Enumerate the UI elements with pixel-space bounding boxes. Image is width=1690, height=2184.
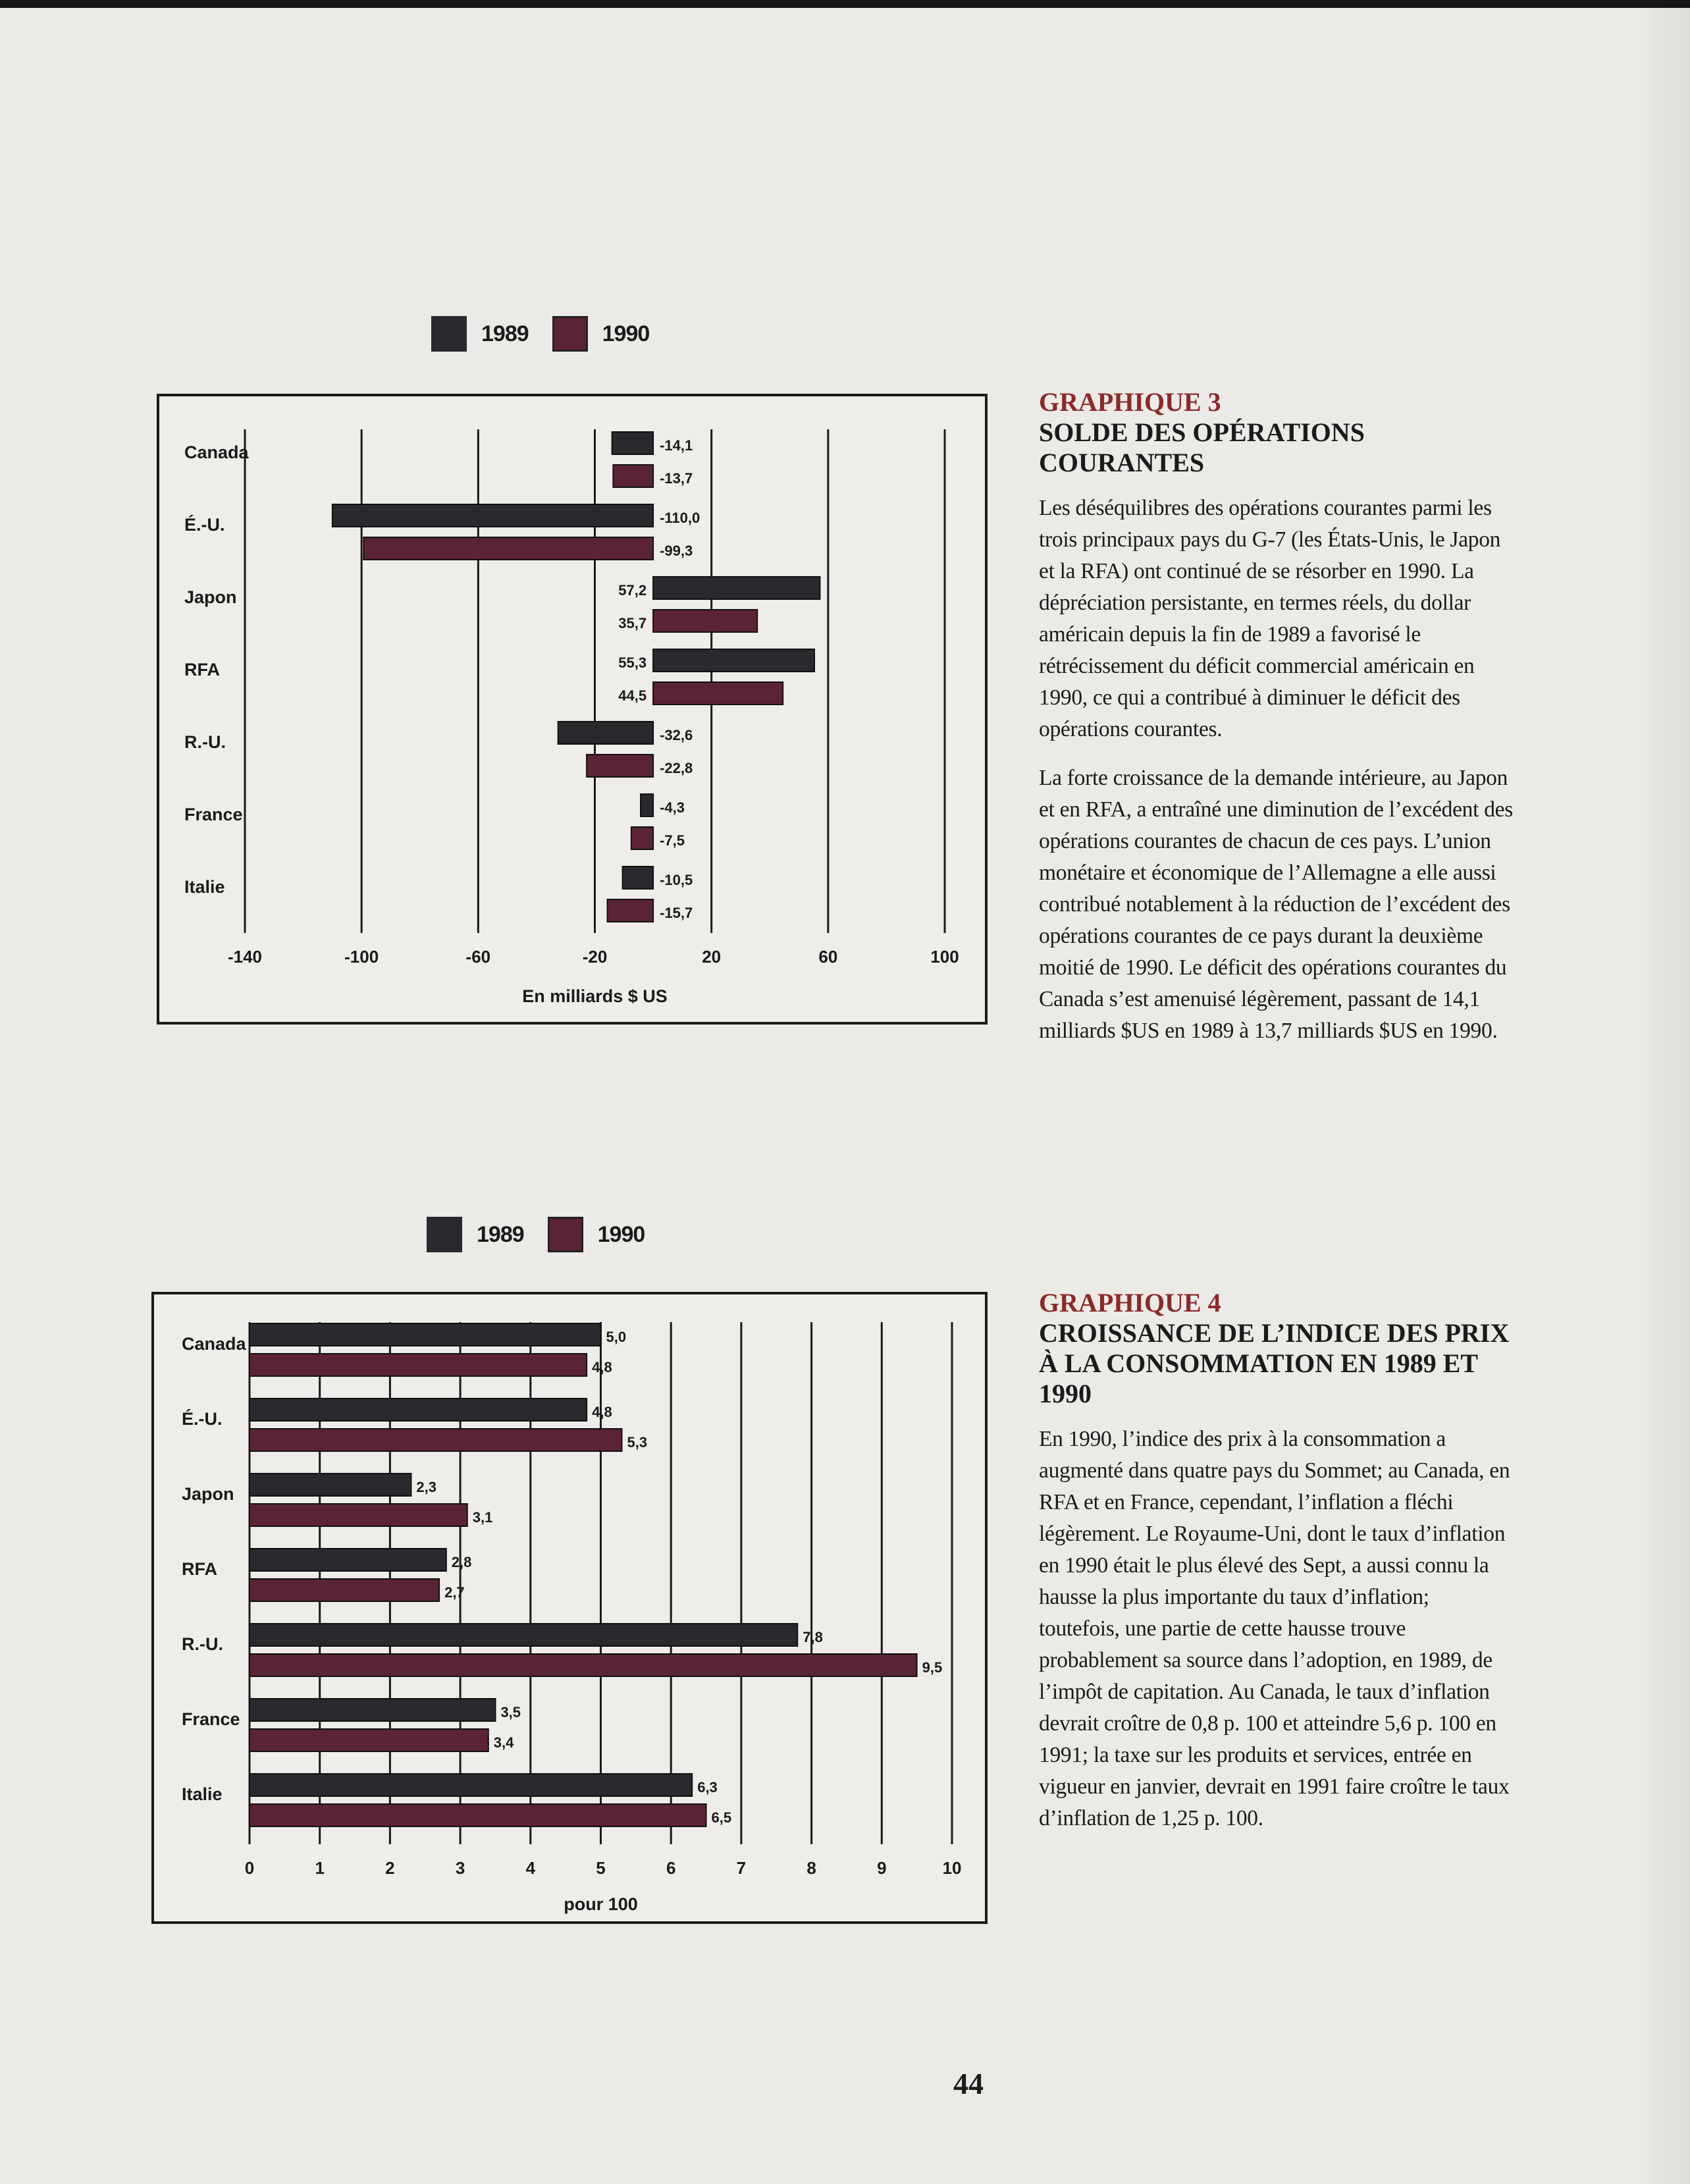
chart-cpi-growth-plot [154, 1294, 990, 1927]
legend-item-1990 [552, 316, 650, 352]
bar-1989 [250, 1323, 601, 1346]
bar-1990 [608, 899, 654, 922]
graph4-text-block [1039, 1288, 1513, 1834]
category-label: Italie [182, 1784, 223, 1804]
legend-swatch-1989 [431, 316, 467, 352]
bar-1989 [250, 1624, 797, 1646]
category-label: Italie [184, 877, 225, 897]
bar-1989 [250, 1549, 446, 1571]
bar-value-label: -13,7 [660, 470, 693, 487]
bar-value-label: 5,0 [606, 1329, 627, 1345]
bar-1989 [641, 794, 653, 816]
bar-1989 [332, 504, 653, 527]
chart4-legend [427, 1217, 668, 1252]
graph4-heading-title: CROISSANCE DE L’INDICE DES PRIX À LA CONSOMMATION EN 1989 ET 1990 [1039, 1318, 1510, 1408]
graph4-heading [1039, 1288, 1513, 1409]
category-label: Canada [184, 442, 249, 462]
x-tick-label: 4 [525, 1858, 536, 1878]
bar-value-label: -10,5 [660, 872, 693, 888]
bar-value-label: 2,7 [444, 1584, 465, 1601]
x-tick-label: 9 [877, 1858, 887, 1878]
bar-1990 [250, 1654, 917, 1676]
category-label: É.-U. [184, 515, 225, 535]
x-tick-label: 0 [244, 1858, 255, 1878]
bar-value-label: 2,3 [416, 1479, 437, 1495]
bar-value-label: 55,3 [618, 654, 647, 671]
x-tick-label: -60 [465, 947, 491, 967]
bar-1990 [613, 465, 653, 487]
bar-value-label: 4,8 [592, 1359, 612, 1375]
chart-cpi-growth [151, 1292, 988, 1924]
x-tick-label: -20 [582, 947, 608, 967]
category-label: RFA [184, 660, 220, 679]
legend-label-1990: 1990 [597, 1221, 645, 1247]
bar-1989 [250, 1774, 692, 1796]
x-tick-label: 100 [930, 947, 959, 967]
bar-value-label: -99,3 [660, 543, 693, 559]
bar-1990 [250, 1504, 467, 1526]
x-tick-label: 6 [666, 1858, 676, 1878]
category-label: France [184, 805, 243, 824]
bar-1990 [631, 827, 653, 849]
bar-value-label: -14,1 [660, 437, 693, 454]
bar-1990 [653, 610, 757, 632]
graph3-text-block [1039, 387, 1513, 1047]
bar-1989 [653, 649, 814, 672]
page-edge-shadow [1631, 0, 1690, 2184]
bar-1989 [250, 1474, 411, 1496]
bar-value-label: -15,7 [660, 905, 693, 921]
bar-value-label: -32,6 [660, 727, 693, 743]
bar-1989 [612, 432, 653, 454]
legend-swatch-1989 [427, 1217, 462, 1252]
legend-label-1989: 1989 [481, 321, 529, 346]
legend-label-1989: 1989 [477, 1221, 524, 1247]
bar-1989 [623, 866, 654, 889]
legend-swatch-1990 [552, 316, 588, 352]
graph3-heading-title: SOLDE DES OPÉRATIONS COURANTES [1039, 417, 1365, 477]
legend-item-1989 [431, 316, 529, 352]
x-tick-label: 10 [942, 1858, 962, 1878]
bar-value-label: 35,7 [618, 615, 647, 631]
graph4-paragraph: En 1990, l’indice des prix à la consommation a augmenté dans quatre pays du Sommet; au Canada, en RFA et en France, cependant, l’inflation a fléchi légèrement. Le Royaume-Uni, dont le taux d’inflation en 1990 était le plus élevé des Sept, a aussi connu la hausse la plus importante du taux d’inflation; toutefois, une partie de cette hausse trouve probablement sa source dans l’adoption, en 1989, de l’impôt de capitation. Au Canada, le taux d’inflation devrait croître de 0,8 p. 100 et atteindre 5,6 p. 100 en 1991; la taxe sur les produits et services, entrée en vigueur en janvier, devrait en 1991 faire croître le taux d’inflation de 1,25 p. 100. [1039, 1427, 1510, 1830]
x-tick-label: 8 [806, 1858, 816, 1878]
chart-current-account-plot [159, 396, 990, 1027]
bar-value-label: 9,5 [922, 1659, 943, 1676]
chart3-legend [431, 316, 673, 352]
category-label: France [182, 1709, 240, 1729]
scan-top-band [0, 0, 1690, 8]
x-axis-title: En milliards $ US [522, 986, 668, 1006]
category-label: É.-U. [182, 1409, 223, 1429]
bar-value-label: 4,8 [592, 1404, 612, 1420]
bar-value-label: 6,5 [711, 1809, 732, 1826]
x-tick-label: 60 [818, 947, 838, 967]
bar-value-label: -4,3 [660, 799, 685, 816]
bar-value-label: 3,5 [500, 1704, 521, 1720]
category-label: RFA [182, 1559, 217, 1579]
x-tick-label: -100 [344, 947, 379, 967]
bar-1990 [653, 682, 783, 705]
bar-1990 [587, 755, 653, 777]
bar-1989 [250, 1699, 495, 1721]
graph4-heading-number: GRAPHIQUE 4 [1039, 1288, 1221, 1318]
x-tick-label: 2 [385, 1858, 395, 1878]
x-tick-label: -140 [227, 947, 263, 967]
bar-1990 [250, 1804, 706, 1826]
bar-value-label: 2,8 [451, 1554, 472, 1570]
bar-value-label: 44,5 [618, 687, 647, 704]
bar-1990 [250, 1579, 439, 1601]
graph3-heading [1039, 387, 1513, 478]
graph3-paragraph: Les déséquilibres des opérations courantes parmi les trois principaux pays du G-7 (les États-Unis, le Japon et la RFA) ont continué de se résorber en 1990. La dépréciation persistante, en termes réels, du dollar américain depuis la fin de 1989 a favorisé le rétrécissement du déficit commercial américain en 1990, ce qui a contribué à diminuer le déficit des opérations courantes. [1039, 496, 1501, 741]
bar-value-label: 5,3 [627, 1434, 648, 1451]
x-tick-label: 7 [736, 1858, 747, 1878]
x-tick-label: 1 [315, 1858, 325, 1878]
bar-1989 [653, 577, 820, 599]
category-label: Japon [182, 1484, 234, 1504]
legend-swatch-1990 [548, 1217, 583, 1252]
bar-value-label: 3,1 [472, 1509, 493, 1526]
x-tick-label: 3 [455, 1858, 465, 1878]
legend-label-1990: 1990 [602, 321, 650, 346]
x-tick-label: 20 [702, 947, 722, 967]
bar-value-label: 3,4 [493, 1734, 514, 1751]
bar-value-label: -110,0 [660, 510, 700, 526]
chart-current-account [157, 394, 988, 1025]
x-axis-title: pour 100 [564, 1894, 638, 1914]
bar-1989 [250, 1398, 587, 1421]
bar-value-label: 7,8 [803, 1629, 823, 1645]
category-label: R.-U. [184, 732, 226, 752]
bar-value-label: 57,2 [618, 582, 647, 599]
category-label: Japon [184, 587, 237, 607]
category-label: R.-U. [182, 1634, 223, 1654]
graph3-paragraph: La forte croissance de la demande intérieure, au Japon et en RFA, a entraîné une diminution de l’excédent des opérations courantes de chacun de ces pays. L’union monétaire et économique de l’Allemagne a elle aussi contribué notablement à la réduction de l’excédent des opérations courantes de ce pays durant la deuxième moitié de 1990. Le déficit des opérations courantes du Canada s’est amenuisé légèrement, passant de 14,1 milliards $US en 1989 à 13,7 milliards $US en 1990. [1039, 766, 1513, 1043]
category-label: Canada [182, 1334, 246, 1354]
bar-1990 [250, 1429, 622, 1451]
bar-1990 [250, 1729, 489, 1751]
bar-value-label: -7,5 [660, 832, 685, 849]
bar-1989 [558, 722, 653, 744]
bar-value-label: -22,8 [660, 760, 693, 776]
bar-1990 [250, 1354, 587, 1376]
page-number: 44 [953, 2067, 984, 2100]
bar-1990 [363, 537, 653, 560]
legend-item-1990 [548, 1217, 645, 1252]
x-tick-label: 5 [596, 1858, 606, 1878]
bar-value-label: 6,3 [697, 1779, 718, 1796]
graph3-heading-number: GRAPHIQUE 3 [1039, 387, 1221, 417]
legend-item-1989 [427, 1217, 524, 1252]
